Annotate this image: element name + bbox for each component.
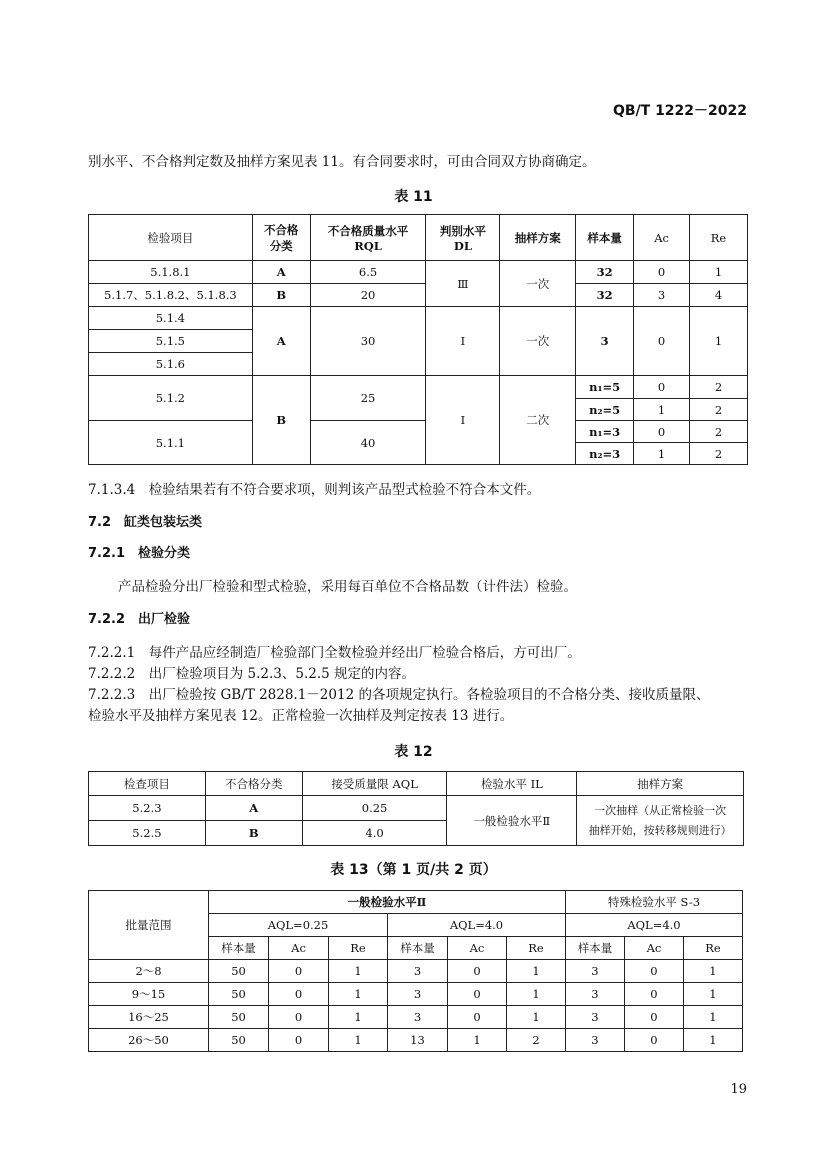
cell: 1 bbox=[690, 261, 748, 284]
cell: Ⅰ bbox=[426, 376, 500, 465]
cell: Ⅰ bbox=[426, 307, 500, 376]
clause-7-2-1-text: 产品检验分出厂检验和型式检验，采用每百单位不合格品数（计件法）检验。 bbox=[118, 579, 577, 595]
table-row bbox=[89, 307, 748, 330]
cell: 5.1.4 bbox=[89, 307, 253, 330]
cell: A bbox=[205, 796, 302, 821]
plan-line: 一次抽样（从正常检验一次 bbox=[594, 803, 727, 817]
header-cell: 样本量 bbox=[565, 937, 624, 960]
section-7-2-2-heading: 7.2.2 出厂检验 bbox=[88, 612, 191, 627]
header-line: 不合格 bbox=[263, 222, 299, 237]
header-cell: 检查项目 bbox=[89, 772, 206, 796]
header-cell: 抽样方案 bbox=[500, 215, 576, 261]
table-row bbox=[89, 1006, 743, 1029]
cell: 0 bbox=[448, 1006, 507, 1029]
cell: n₂=3 bbox=[576, 443, 634, 465]
cell: 3 bbox=[388, 983, 448, 1006]
header-line: RQL bbox=[354, 238, 382, 253]
header-cell: 接受质量限 AQL bbox=[302, 772, 447, 796]
header-cell bbox=[310, 215, 426, 261]
clause-7-2-2-3-line1: 7.2.2.3 出厂检验按 GB/T 2828.1－2012 的各项规定执行。各检验项目的不合格分类、接收质量限、 bbox=[88, 687, 710, 703]
cell: 1 bbox=[506, 960, 565, 983]
cell: A bbox=[252, 307, 310, 376]
table-row bbox=[89, 421, 748, 443]
header-cell bbox=[426, 215, 500, 261]
cell: 3 bbox=[576, 307, 634, 376]
cell: 5.1.7、5.1.8.2、5.1.8.3 bbox=[89, 284, 253, 307]
table-row bbox=[89, 796, 744, 821]
section-7-2-1-heading: 7.2.1 检验分类 bbox=[88, 546, 191, 561]
cell: n₂=5 bbox=[576, 399, 634, 421]
cell: 2 bbox=[690, 421, 748, 443]
header-cell: Re bbox=[683, 937, 742, 960]
cell: 0 bbox=[269, 1006, 329, 1029]
table-13 bbox=[88, 890, 743, 1052]
table-row bbox=[89, 261, 748, 284]
header-cell: 样本量 bbox=[388, 937, 448, 960]
header-cell: 批量范围 bbox=[89, 891, 209, 960]
document-code: QB/T 1222－2022 bbox=[612, 103, 747, 119]
clause-7-2-2-3-line2: 检验水平及抽样方案见表 12。正常检验一次抽样及判定按表 13 进行。 bbox=[88, 708, 514, 724]
clause-7-1-3-4: 7.1.3.4 检验结果若有不符合要求项，则判该产品型式检验不符合本文件。 bbox=[88, 482, 541, 498]
cell: 0 bbox=[634, 261, 690, 284]
header-cell: 一般检验水平Ⅱ bbox=[209, 891, 566, 914]
cell: 16～25 bbox=[89, 1006, 209, 1029]
cell: 0 bbox=[448, 983, 507, 1006]
cell: 0 bbox=[269, 1029, 329, 1052]
header-cell: 抽样方案 bbox=[577, 772, 744, 796]
header-cell: Re bbox=[329, 937, 388, 960]
cell: 30 bbox=[310, 307, 426, 376]
cell: 50 bbox=[209, 960, 269, 983]
cell: 3 bbox=[565, 983, 624, 1006]
cell: 5.1.6 bbox=[89, 353, 253, 376]
cell: 1 bbox=[683, 983, 742, 1006]
table-11 bbox=[88, 214, 748, 465]
cell: 32 bbox=[576, 284, 634, 307]
cell: 1 bbox=[683, 1006, 742, 1029]
cell: 3 bbox=[388, 960, 448, 983]
cell: 0 bbox=[624, 983, 683, 1006]
cell: 1 bbox=[690, 307, 748, 376]
cell: 9～15 bbox=[89, 983, 209, 1006]
cell: 26～50 bbox=[89, 1029, 209, 1052]
cell: 一次 bbox=[500, 307, 576, 376]
cell: B bbox=[252, 376, 310, 465]
cell: 50 bbox=[209, 1029, 269, 1052]
header-cell: Ac bbox=[634, 215, 690, 261]
cell: 1 bbox=[329, 1029, 388, 1052]
table-12 bbox=[88, 771, 744, 846]
cell: 0 bbox=[624, 1029, 683, 1052]
section-7-2-heading: 7.2 缸类包装坛类 bbox=[88, 515, 203, 530]
table-11-header-row bbox=[89, 215, 748, 261]
cell: 1 bbox=[329, 960, 388, 983]
cell: 5.1.8.1 bbox=[89, 261, 253, 284]
cell: 5.1.5 bbox=[89, 330, 253, 353]
header-line: DL bbox=[453, 238, 472, 253]
cell: B bbox=[205, 821, 302, 846]
header-line: 判别水平 bbox=[439, 223, 486, 238]
cell: A bbox=[252, 261, 310, 284]
clause-7-2-2-1: 7.2.2.1 每件产品应经制造厂检验部门全数检验并经出厂检验合格后，方可出厂。 bbox=[88, 645, 581, 661]
table-row bbox=[89, 983, 743, 1006]
header-cell: 检验水平 IL bbox=[447, 772, 577, 796]
cell: 1 bbox=[683, 1029, 742, 1052]
cell: 4.0 bbox=[302, 821, 447, 846]
header-cell: 特殊检验水平 S-3 bbox=[565, 891, 742, 914]
cell: 1 bbox=[634, 399, 690, 421]
cell: 0 bbox=[624, 1006, 683, 1029]
cell: 3 bbox=[565, 960, 624, 983]
intro-paragraph: 别水平、不合格判定数及抽样方案见表 11。有合同要求时，可由合同双方协商确定。 bbox=[88, 154, 596, 170]
cell: 3 bbox=[388, 1006, 448, 1029]
cell: 1 bbox=[329, 983, 388, 1006]
cell: 32 bbox=[576, 261, 634, 284]
header-cell: Ac bbox=[448, 937, 507, 960]
table-13-header-row bbox=[89, 891, 743, 914]
table-row bbox=[89, 1029, 743, 1052]
header-line: 分类 bbox=[269, 238, 293, 253]
clause-7-2-2-2: 7.2.2.2 出厂检验项目为 5.2.3、5.2.5 规定的内容。 bbox=[88, 666, 416, 682]
table-11-caption: 表 11 bbox=[394, 189, 433, 205]
cell: 一次 bbox=[500, 261, 576, 307]
header-cell: 检验项目 bbox=[89, 215, 253, 261]
header-cell: AQL=0.25 bbox=[209, 914, 388, 937]
plan-line: 抽样开始，按转移规则进行） bbox=[588, 823, 732, 837]
cell: 1 bbox=[683, 960, 742, 983]
cell: 2 bbox=[690, 376, 748, 399]
cell: 1 bbox=[448, 1029, 507, 1052]
cell: 2～8 bbox=[89, 960, 209, 983]
cell: 3 bbox=[565, 1006, 624, 1029]
cell: 20 bbox=[310, 284, 426, 307]
cell: 二次 bbox=[500, 376, 576, 465]
cell: 13 bbox=[388, 1029, 448, 1052]
cell: 2 bbox=[690, 399, 748, 421]
header-cell: Re bbox=[690, 215, 748, 261]
cell: 1 bbox=[506, 1006, 565, 1029]
header-cell: 样本量 bbox=[209, 937, 269, 960]
header-cell: 不合格分类 bbox=[205, 772, 302, 796]
header-cell: 样本量 bbox=[576, 215, 634, 261]
cell: 0 bbox=[448, 960, 507, 983]
table-row bbox=[89, 284, 748, 307]
cell: n₁=5 bbox=[576, 376, 634, 399]
table-13-caption: 表 13（第 1 页/共 2 页） bbox=[330, 862, 497, 878]
cell: n₁=3 bbox=[576, 421, 634, 443]
cell: 1 bbox=[506, 983, 565, 1006]
table-12-caption: 表 12 bbox=[394, 744, 433, 760]
cell: 3 bbox=[634, 284, 690, 307]
cell: Ⅲ bbox=[426, 261, 500, 307]
cell: 0 bbox=[634, 307, 690, 376]
cell: 25 bbox=[310, 376, 426, 421]
header-line: 不合格质量水平 bbox=[327, 223, 409, 238]
cell: 50 bbox=[209, 983, 269, 1006]
cell: 50 bbox=[209, 1006, 269, 1029]
header-cell: AQL=4.0 bbox=[565, 914, 742, 937]
page-number: 19 bbox=[730, 1082, 747, 1097]
cell: 6.5 bbox=[310, 261, 426, 284]
cell: 5.1.1 bbox=[89, 421, 253, 465]
cell bbox=[577, 796, 744, 846]
cell: 40 bbox=[310, 421, 426, 465]
cell: 0 bbox=[634, 376, 690, 399]
cell: 1 bbox=[329, 1006, 388, 1029]
cell: 5.2.5 bbox=[89, 821, 206, 846]
cell: 5.2.3 bbox=[89, 796, 206, 821]
cell: 0 bbox=[634, 421, 690, 443]
cell: 2 bbox=[506, 1029, 565, 1052]
cell: 0 bbox=[269, 960, 329, 983]
table-row bbox=[89, 960, 743, 983]
cell: 2 bbox=[690, 443, 748, 465]
header-cell: Ac bbox=[624, 937, 683, 960]
cell: 4 bbox=[690, 284, 748, 307]
header-cell bbox=[252, 215, 310, 261]
cell: 3 bbox=[565, 1029, 624, 1052]
table-row bbox=[89, 376, 748, 399]
cell: B bbox=[252, 284, 310, 307]
cell: 一般检验水平Ⅱ bbox=[447, 796, 577, 846]
cell: 5.1.2 bbox=[89, 376, 253, 421]
table-12-header-row bbox=[89, 772, 744, 796]
header-cell: AQL=4.0 bbox=[388, 914, 566, 937]
cell: 0 bbox=[269, 983, 329, 1006]
cell: 1 bbox=[634, 443, 690, 465]
header-cell: Re bbox=[506, 937, 565, 960]
header-cell: Ac bbox=[269, 937, 329, 960]
cell: 0.25 bbox=[302, 796, 447, 821]
cell: 0 bbox=[624, 960, 683, 983]
